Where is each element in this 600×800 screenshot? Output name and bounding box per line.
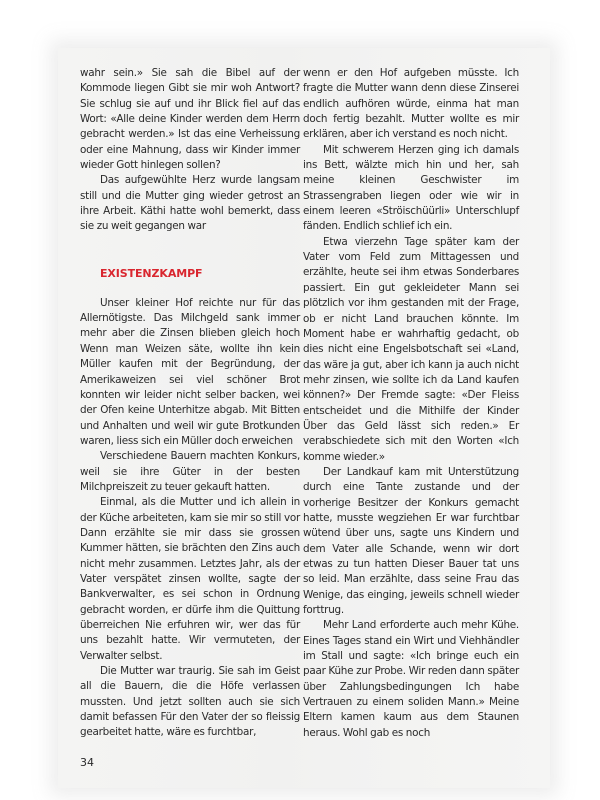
paragraph: Die Mutter war traurig. Sie sah im Geist all die Bauern, die die Höfe verlassen mussten. Und jetzt sollten auch sie sich damit befassen Für den Vater der so fleissig gearbeitet hatte, wäre es furchtbar, <box>80 665 300 739</box>
paragraph: Einmal, als die Mutter und ich allein in der Küche arbeiteten, kam sie mir so still vor Dann erzählte sie mir dass sie grossen Kummer hätten, sie brächten den Zins auch nicht mehr zusammen. Letztes Jahr, als der Vater verspätet zinsen wollte, sagte der Bankverwalter, es sei schon in Ordnung gebracht worden, er dürfe ihm die Quittung überreichen Nie erfuhren wir, wer das für uns bezahlt hatte. Wir vermuteten, der Verwalter selbst. <box>80 496 300 662</box>
paragraph: Verschiedene Bauern machten Konkurs, weil sie ihre Güter in der besten Milchpreiszeit zu teuer gekauft hatten. <box>80 450 300 493</box>
right-column <box>303 66 519 741</box>
paragraph: wenn er den Hof aufgeben müsste. Ich fragte die Mutter wann denn diese Zinserei endlich aufhören würde, einma hat man doch fertig bezahlt. Mutter wollte es mir erklären, aber ich verstand es noch nicht. <box>303 67 519 141</box>
paragraph: Das aufgewühlte Herz wurde langsam still und die Mutter ging wieder getrost an ihre Arbeit. Käthi hatte wohl bemerkt, dass sie zu weit gegangen war <box>80 174 300 233</box>
paragraph: wahr sein.» Sie sah die Bibel auf der Kommode liegen Gibt sie mir woh Antwort? Sie schlug sie auf und ihr Blick fiel auf das Wort: «Alle deine Kinder werden dem Herrn gebracht werden.» Ist das eine Verheissung oder eine Mahnung, dass wir Kinder immer wieder Gott hinlegen sollen? <box>80 67 300 172</box>
left-column <box>80 66 300 741</box>
paragraph: Mehr Land erforderte auch mehr Kühe. Eines Tages stand ein Wirt und Viehhändler im Stall und sagte: «Ich bringe euch ein paar Kühe zur Probe. Wir reden dann später über Zahlungsbedingungen Ich habe Vertrauen zu einem soliden Mann.» Meine Eltern kamen kaum aus dem Staunen heraus. Wohl gab es noch <box>303 619 519 739</box>
paragraph: Etwa vierzehn Tage später kam der Vater vom Feld zum Mittagessen und erzählte, heute sei ihm etwas Sonderbares passiert. Ein gut gekleideter Mann sei plötzlich vor ihm gestanden mit der Frage, ob er nicht Land brauchen könnte. Im Moment habe er wahrhaftig gedacht, ob dies nicht eine Engelsbotschaft sei «Land, das wäre ja gut, aber ich kann ja auch nicht mehr zinsen, wie sollte ich da Land kaufen können?» Der Fremde sagte: «Der Fleiss entscheidet und die Mithilfe der Kinder Über das Geld lässt sich reden.» Er verabschiedete sich mit den Worten «Ich komme wieder.» <box>303 235 519 463</box>
paragraph: Unser kleiner Hof reichte nur für das Allernötigste. Das Milchgeld sank immer mehr aber die Zinsen blieben gleich hoch Wenn man Weizen säte, wollte ihn kein Müller kaufen mit der Begründung, der Amerikaweizen sei viel schöner Brot konnten wir leider nicht selber backen, wei der Ofen keine Unterhitze abgab. Mit Bitten und Anhalten und weil wir gute Brotkunden waren, liess sich ein Müller doch erweichen <box>80 296 300 447</box>
paragraph: Mit schwerem Herzen ging ich damals ins Bett, wälzte mich hin und her, sah meine kleinen Geschwister im Strassengraben liegen oder wie wir in einem leeren «Ströischüürli» Unterschlupf fänden. Endlich schlief ich ein. <box>303 143 519 233</box>
section-heading: EXISTENZKAMPF <box>100 266 203 280</box>
page-number: 34 <box>80 756 94 769</box>
paragraph: Der Landkauf kam mit Unterstützung durch eine Tante zustande und der vorherige Besitzer der Konkurs gemacht hatte, musste wegziehen Er war furchtbar wütend über uns, sagte uns Kindern und dem Vater alle Schande, wenn wir dort etwas zu tun hatten Dieser Bauer tat uns so leid. Man erzählte, dass seine Frau das Wenige, das einging, jeweils schnell wieder forttrug. <box>303 465 519 617</box>
